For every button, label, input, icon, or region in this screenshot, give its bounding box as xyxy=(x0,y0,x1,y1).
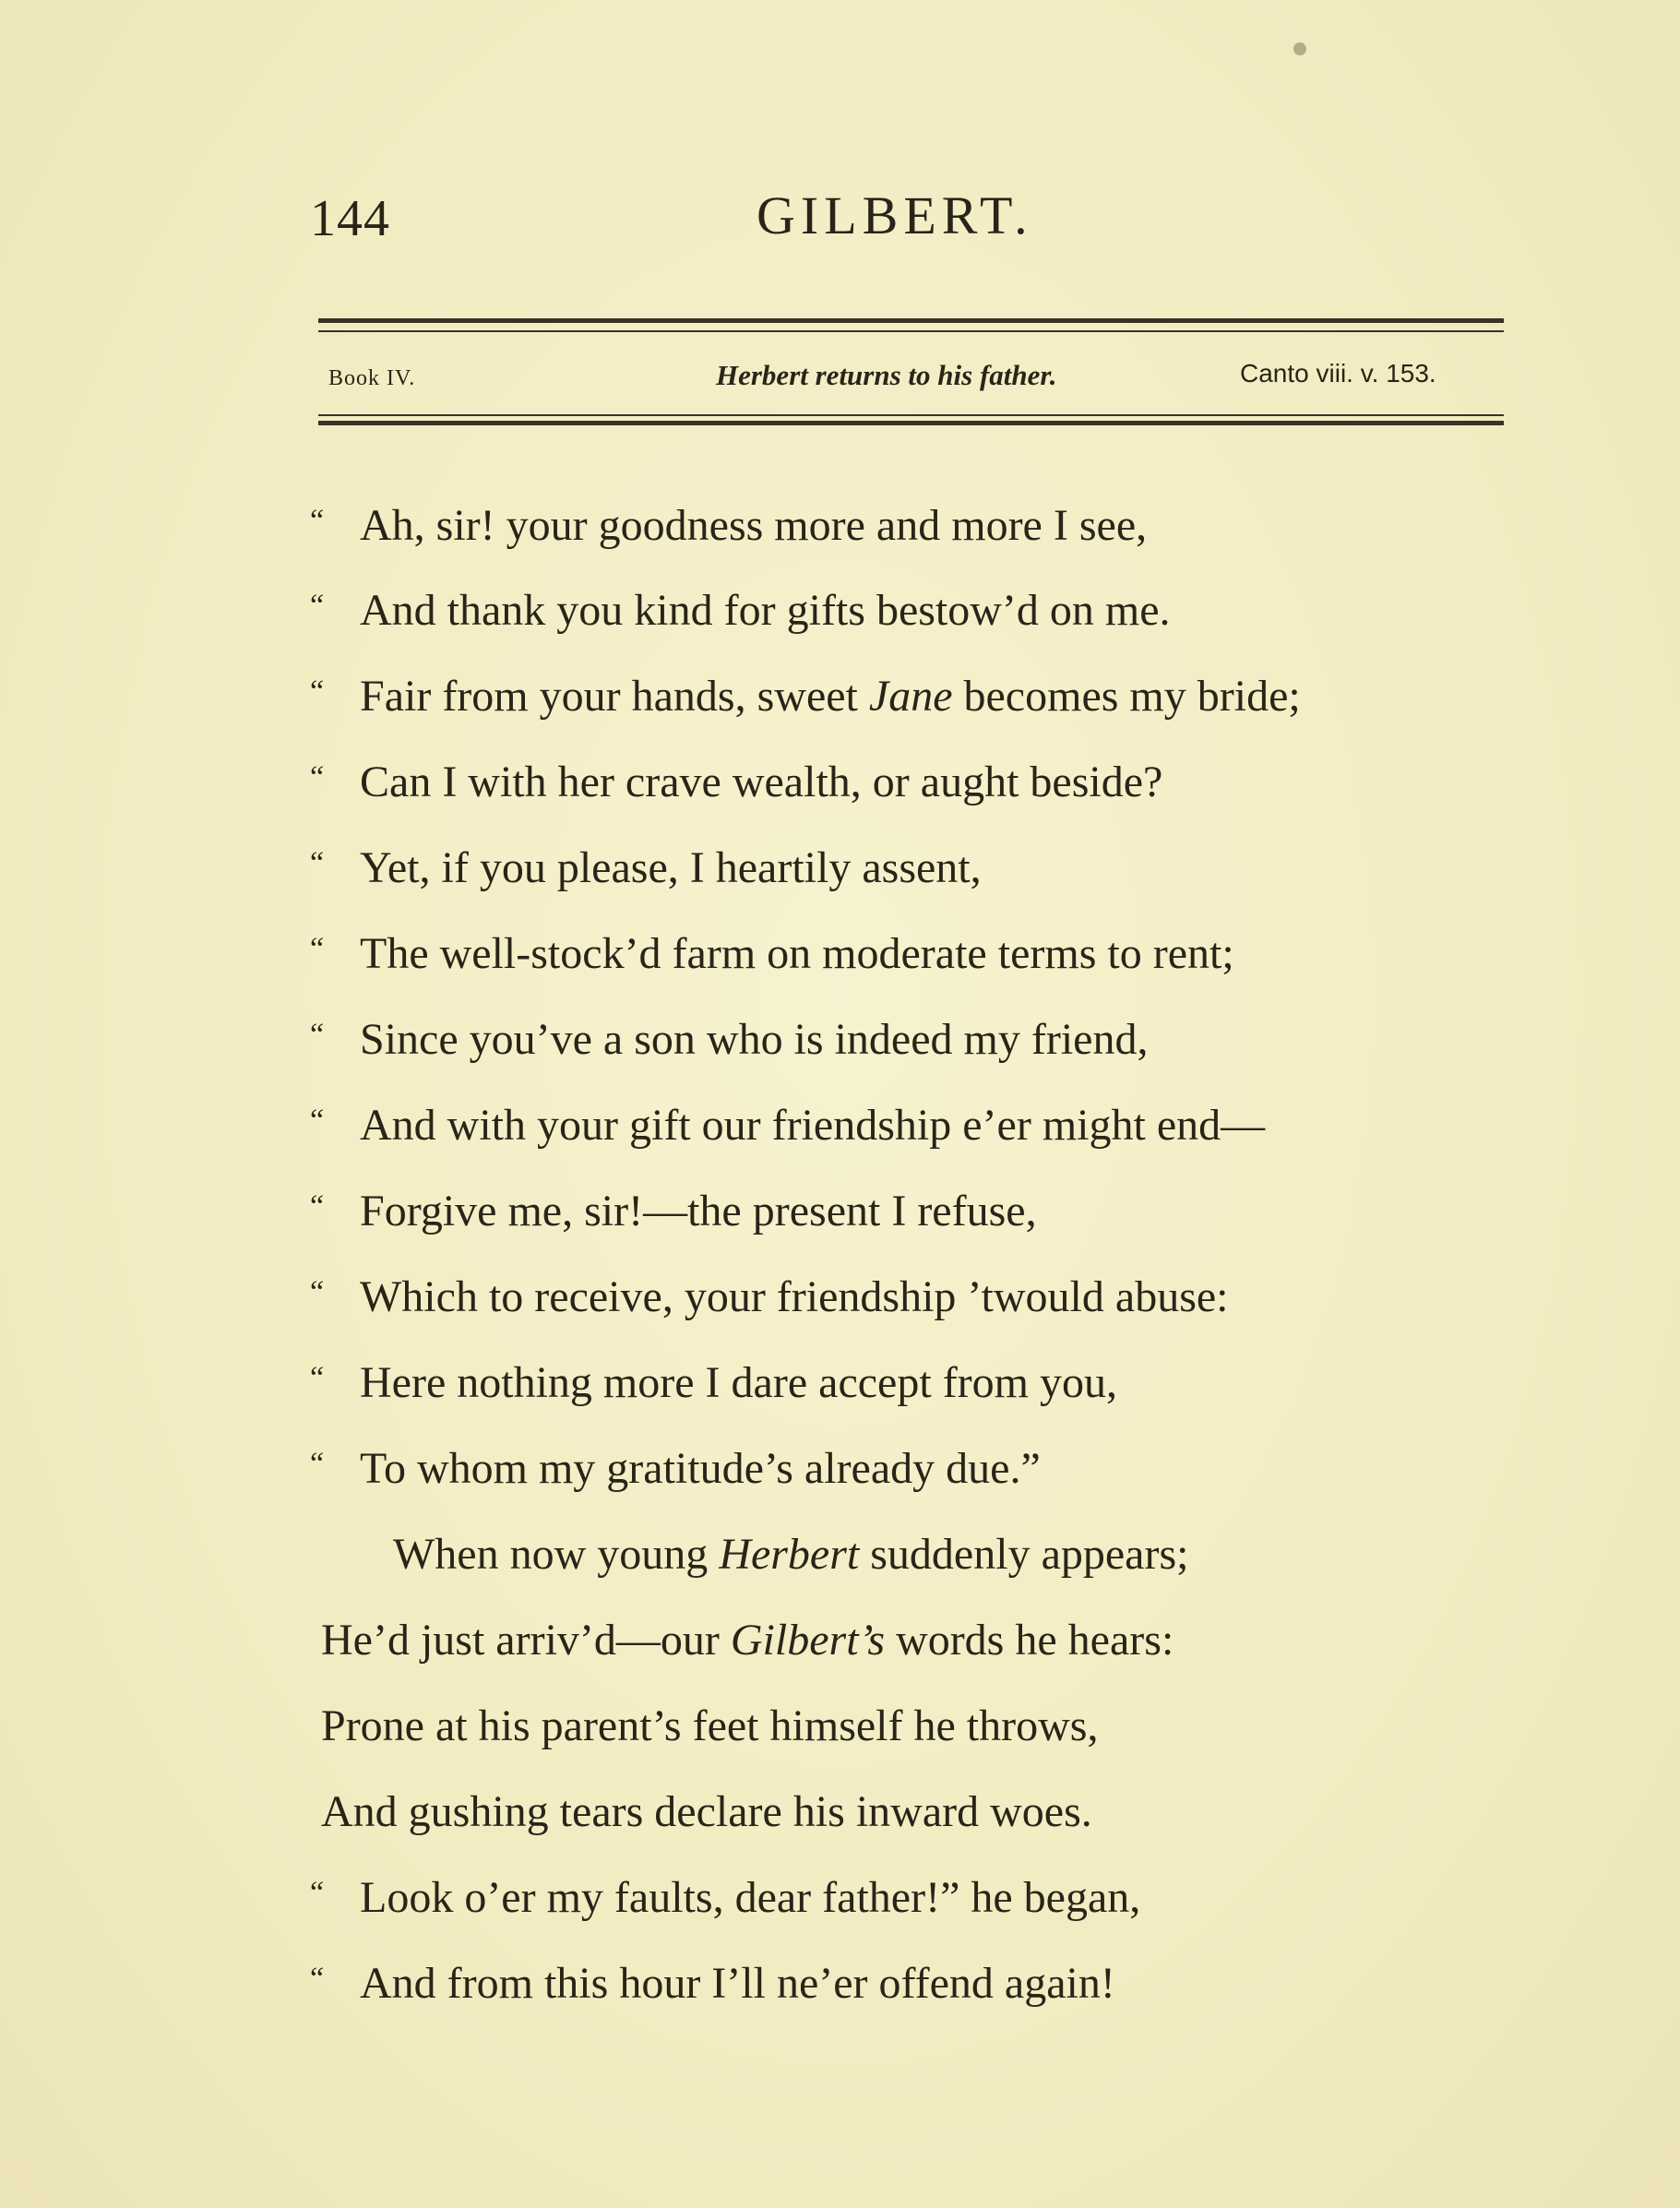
top-rule-thin xyxy=(318,330,1504,332)
quote-mark: “ xyxy=(310,1447,325,1481)
verse-line xyxy=(321,1787,1092,1836)
line-text: Ah, sir! your goodness more and more I see, xyxy=(360,501,1148,550)
quote-mark: “ xyxy=(310,1361,325,1395)
line-text: When now young xyxy=(393,1530,720,1579)
verse-line xyxy=(310,1272,1229,1321)
verse-line xyxy=(310,501,1148,550)
running-head-summary: Herbert returns to his father. xyxy=(716,359,1057,391)
book-label: Book IV. xyxy=(328,366,416,390)
line-text: Look o’er my faults, dear father!” he began, xyxy=(360,1873,1141,1922)
line-text-end: becomes my bride; xyxy=(952,672,1301,721)
verse-line xyxy=(310,1189,1037,1234)
quote-mark: “ xyxy=(310,1018,325,1052)
verse-line xyxy=(321,1618,1174,1663)
verse-line xyxy=(393,1530,1189,1579)
line-text: To whom my gratitude’s already due.” xyxy=(360,1444,1041,1493)
line-text-end: suddenly appears; xyxy=(859,1530,1189,1579)
verse-line xyxy=(310,1959,1115,2008)
quote-mark: “ xyxy=(310,932,325,966)
verse-line xyxy=(321,1701,1099,1750)
verse-line xyxy=(310,843,982,892)
line-text: And thank you kind for gifts bestow’d on me. xyxy=(360,586,1171,635)
quote-mark: “ xyxy=(310,1275,325,1309)
line-text: Which to receive, your friendship ’twould abuse: xyxy=(360,1272,1229,1321)
quote-mark: “ xyxy=(310,1962,325,1996)
line-text: Can I with her crave wealth, or aught beside? xyxy=(360,758,1163,806)
quote-mark: “ xyxy=(310,504,325,538)
verse-line xyxy=(310,1873,1141,1922)
quote-mark: “ xyxy=(310,1104,325,1138)
quote-mark: “ xyxy=(310,760,325,794)
line-text: Fair from your hands, sweet xyxy=(360,672,869,721)
top-rule-thick xyxy=(318,318,1504,323)
quote-mark: “ xyxy=(310,846,325,880)
line-text: And from this hour I’ll ne’er offend again! xyxy=(360,1959,1115,2008)
line-italic: Jane xyxy=(868,672,953,721)
running-head-book xyxy=(328,359,415,392)
verse-line xyxy=(310,1015,1149,1064)
line-text: The well-stock’d farm on moderate terms to rent; xyxy=(360,929,1234,978)
line-text: He’d just arriv’d—our xyxy=(321,1616,731,1665)
quote-mark: “ xyxy=(310,674,325,709)
ink-spot xyxy=(1293,42,1306,55)
page-number: 144 xyxy=(310,190,390,247)
running-head-canto: Canto viii. v. 153. xyxy=(1240,359,1436,388)
quote-mark: “ xyxy=(310,1189,325,1223)
bottom-rule-thin xyxy=(318,414,1504,416)
line-text: Here nothing more I dare accept from you, xyxy=(360,1358,1117,1407)
line-italic: Gilbert’s xyxy=(730,1616,886,1665)
line-text: And gushing tears declare his inward woes. xyxy=(321,1787,1092,1836)
line-text: Yet, if you please, I heartily assent, xyxy=(360,843,982,892)
line-text-end: words he hears: xyxy=(885,1616,1174,1665)
page-title: GILBERT. xyxy=(757,185,1033,245)
verse-line xyxy=(310,586,1171,635)
quote-mark: “ xyxy=(310,1876,325,1910)
verse-line xyxy=(310,674,1301,719)
line-text: And with your gift our friendship e’er might end— xyxy=(360,1101,1266,1150)
verse-line xyxy=(310,1101,1266,1150)
line-text: Since you’ve a son who is indeed my friend, xyxy=(360,1015,1149,1064)
line-text: Prone at his parent’s feet himself he throws, xyxy=(321,1701,1099,1750)
quote-mark: “ xyxy=(310,589,325,623)
verse-line xyxy=(310,929,1234,978)
bottom-rule-thick xyxy=(318,421,1504,425)
verse-line xyxy=(310,760,1162,805)
line-italic: Herbert xyxy=(719,1530,860,1579)
line-text: Forgive me, sir!—the present I refuse, xyxy=(360,1187,1037,1235)
verse-line xyxy=(310,1444,1041,1493)
verse-line xyxy=(310,1358,1117,1407)
